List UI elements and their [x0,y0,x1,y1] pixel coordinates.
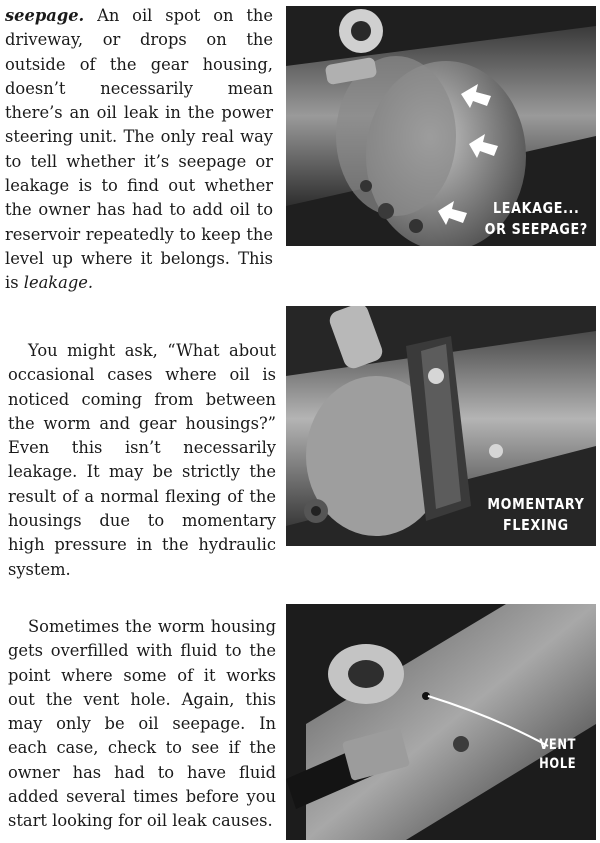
gear-housing-illustration [286,604,596,840]
caption-line: MOMENTARY [486,495,584,513]
photo-caption [485,198,588,240]
photo-leakage-or-seepage [286,6,596,246]
caption-line: FLEXING [502,516,569,534]
caption-line: VENT [539,737,576,753]
paragraph-body: An oil spot on the driveway, or drops on the outside of the gear housing, doesn’t necessarily mean there’s an oil leak in the power steering unit. The only real way to tell whether it’s seepage or leakage is to find out whether the owner has had to add oil to reservoir repeatedly to keep the level up where it belongs. This is [5,6,273,293]
paragraph-vent-hole: Sometimes the worm housing gets overfilled with fluid to the point where some of it works out the vent hole. Again, this may only be oil seepage. In each case, check to see if the owner has had to have fluid added several times before you start looking for oil leak causes. [8,617,276,831]
paragraph-tail-word: leakage. [23,273,94,293]
photo-vent-hole [286,604,596,840]
caption-line: OR SEEPAGE? [484,220,588,238]
photo-caption [487,494,584,536]
caption-line: HOLE [538,756,576,772]
photo-caption [539,736,576,774]
paragraph-lead-word: seepage. [5,6,85,25]
paragraph-flexing: You might ask, “What about occasional cases where oil is noticed coming from between the worm and gear housings?” Even this isn’t necessarily leakage. It may be strictly the result of a normal flexing of the housings due to momentary high pressure in the hydraulic system. [8,341,276,579]
paragraph-seepage [5,4,273,296]
photo-momentary-flexing [286,306,596,546]
caption-line: LEAKAGE... [493,199,580,217]
